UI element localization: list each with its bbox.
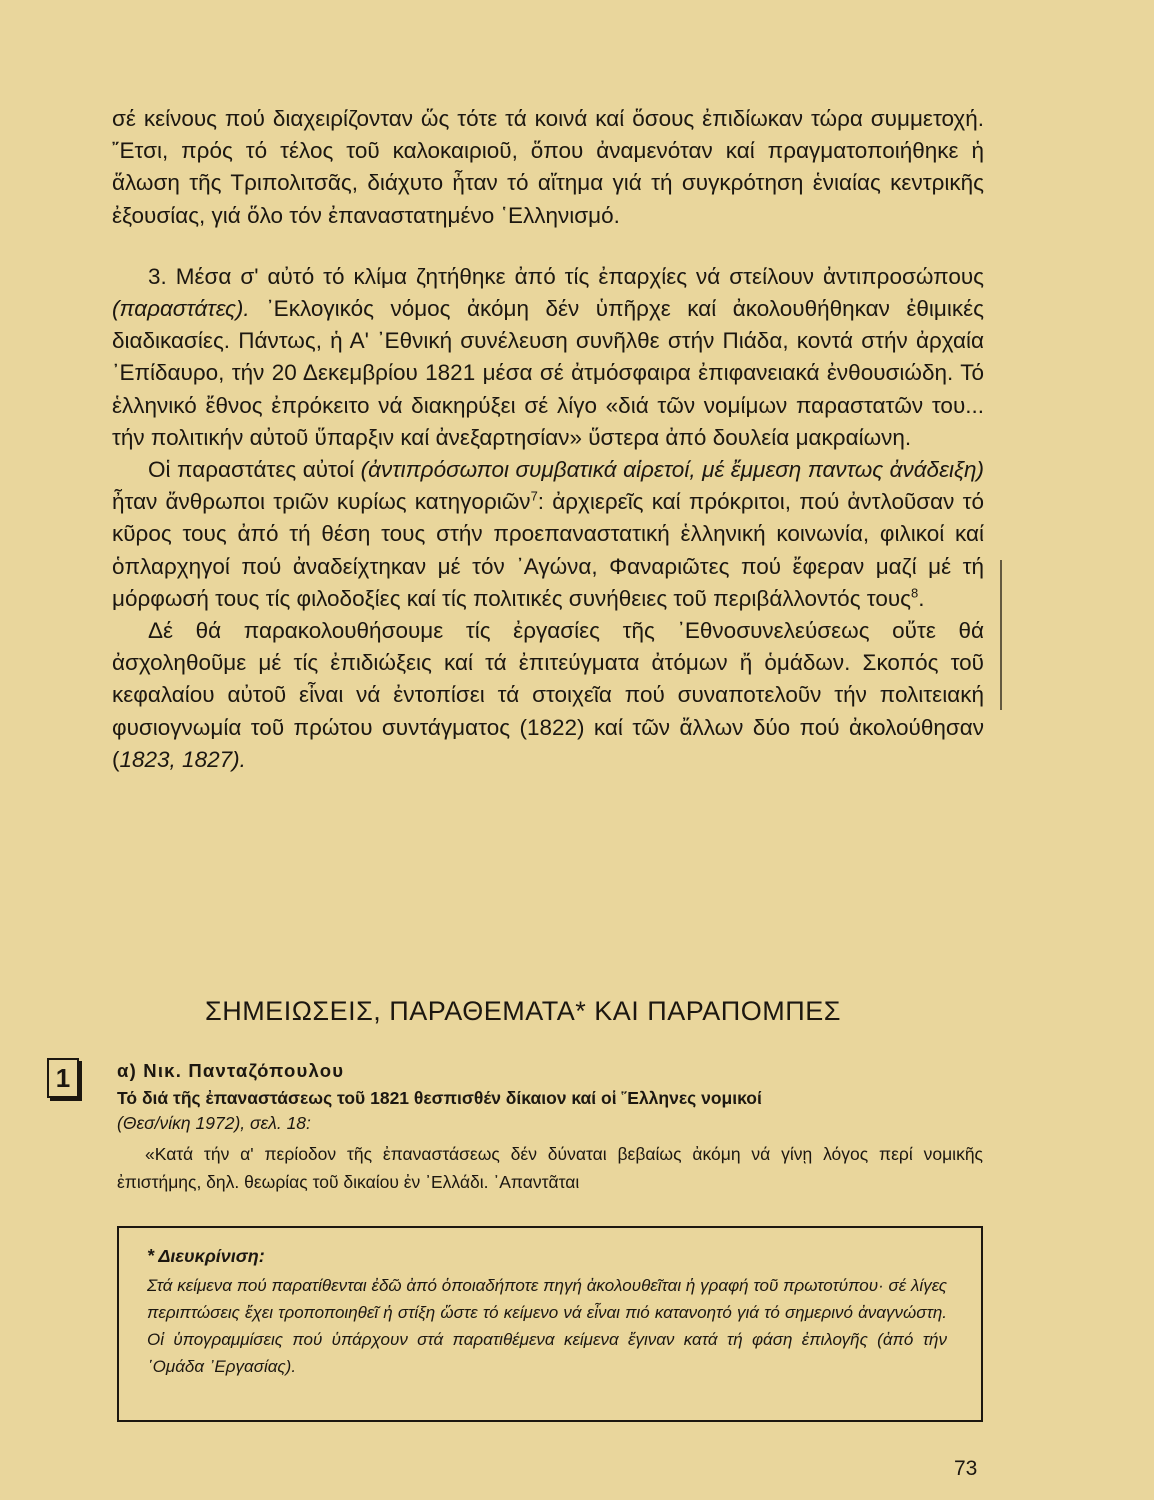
clarification-text: Στά κείμενα πού παρατίθενται ἐδῶ ἀπό ὁποιαδήποτε πηγή ἀκολουθεῖται ἡ γραφή τοῦ πρωτοτύπου· σέ λίγες περιπτώσεις ἔχει τροποποιηθεῖ ἡ στίξη ὥστε τό κείμενο νά εἶναι πιό κατανοητό γιά τό σημερινό ἀναγνώστη. Οἱ ὑπογραμμίσεις πού ὑπάρχουν στά παρατιθέμενα κείμενα ἔγιναν κατά τή φάση ἐπιλογῆς (ἀπό τήν ῾Ομάδα ᾿Εργασίας). [147, 1276, 947, 1376]
paragraph-3-end: . [918, 585, 925, 611]
paragraph-3-start: Οἱ παραστάτες αὐτοί [148, 457, 361, 483]
paragraph-2-rest: ᾿Εκλογικός νόμος ἀκόμη δέν ὑπῆρχε καί ἀκολουθήθηκαν ἐθιμικές διαδικασίες. Πάντως, ἡ Α' ᾿Εθνική συνέλευση συνῆλθε στήν Πιάδα, κοντά στήν ἀρχαία ᾿Επίδαυρο, τήν 20 Δεκεμβρίου 1821 μέσα σέ ἀτμόσφαιρα ἐπιφανειακά ἐνθουσιώδη. Τό ἑλληνικό ἔθνος ἐπρόκειτο νά διακηρύξει σέ λίγο «διά τῶν νομίμων παραστατῶν του... τήν πολιτικήν αὐτοῦ ὕπαρξιν καί ἀνεξαρτησίαν» ὕστερα ἀπό δουλεία μακραίωνη. [112, 296, 984, 450]
paragraph-2 [112, 261, 984, 454]
note-author: α) Νικ. Πανταζόπουλου [117, 1060, 345, 1081]
note-quote: «Κατά τήν α' περίοδον τῆς ἐπαναστάσεως δέν δύναται βεβαίως ἀκόμη νά γίνῃ λόγος περί νομικῆς ἐπιστήμης, δηλ. θεωρίας τοῦ δικαίου ἐν ᾿Ελλάδι. ᾿Απαντᾶται [117, 1144, 983, 1192]
paragraph-4-italic: 1823, 1827). [119, 746, 246, 772]
note-book-source: (Θεσ/νίκη 1972), σελ. 18: [117, 1113, 311, 1133]
main-text [112, 103, 984, 776]
clarification-box [117, 1226, 983, 1422]
paragraph-1: σέ κείνους πού διαχειρίζονταν ὥς τότε τά κοινά καί ὅσους ἐπιδίωκαν τώρα συμμετοχή. ῎Ετσι, πρός τό τέλος τοῦ καλοκαιριοῦ, ὅπου ἀναμενόταν καί πραγματοποιήθηκε ἡ ἅλωση τῆς Τριπολιτσᾶς, διάχυτο ἦταν τό αἴτημα γιά τή συγκρότηση ἑνιαίας κεντρικῆς ἐξουσίας, γιά ὅλο τόν ἐπαναστατημένο ῾Ελληνισμό. [112, 106, 984, 228]
note-book-title: Τό διά τῆς ἐπαναστάσεως τοῦ 1821 θεσπισθέν δίκαιον καί οἱ ῞Ελληνες νομικοί [117, 1088, 762, 1108]
footnote-ref-7: 7 [530, 488, 538, 504]
footnote-ref-8: 8 [911, 585, 919, 601]
paragraph-4-start: Δέ θά παρακολουθήσουμε τίς ἐργασίες τῆς ᾿Εθνοσυνελεύσεως οὔτε θά ἀσχοληθοῦμε μέ τίς ἐπιδιώξεις καί τά ἐπιτεύγματα ἀτόμων ἤ ὁμάδων. Σκοπός τοῦ κεφαλαίου αὐτοῦ εἶναι νά ἐντοπίσει τά στοιχεῖα πού συναποτελοῦν τήν πολιτειακή φυσιογνωμία τοῦ πρώτου συντάγματος (1822) καί τῶν ἄλλων δύο πού ἀκολούθησαν ( [112, 618, 984, 772]
section-heading: ΣΗΜΕΙΩΣΕΙΣ, ΠΑΡΑΘΕΜΑΤΑ* ΚΑΙ ΠΑΡΑΠΟΜΠΕΣ [205, 996, 841, 1026]
paragraph-3-mid: ἦταν ἄνθρωποι τριῶν κυρίως κατηγοριῶν [112, 489, 531, 515]
note-1 [117, 1060, 983, 1196]
paragraph-3-list: : ἀρχιερεῖς καί πρόκριτοι, πού ἀντλοῦσαν τό κῦρος τους ἀπό τή θέση τους στήν προεπαναστατική ἑλληνική κοινωνία, φιλικοί καί ὁπλαρχηγοί πού ἀναδείχτηκαν μέ τόν ᾿Αγώνα, Φαναριῶτες πού ἔφεραν μαζί μέ τή μόρφωσή τους τίς φιλοδοξίες καί τίς πολιτικές συνήθειες τοῦ περιβάλλοντός τους [112, 489, 984, 611]
paragraph-3 [112, 454, 984, 615]
paragraph-2-start: 3. Μέσα σ' αὐτό τό κλίμα ζητήθηκε ἀπό τίς ἐπαρχίες νά στείλουν ἀντιπροσώπους [148, 263, 984, 289]
note-number-box: 1 [47, 1058, 79, 1098]
margin-line [1000, 560, 1002, 710]
page-number: 73 [954, 1457, 978, 1480]
clarification-title: * Διευκρίνιση: [147, 1246, 265, 1266]
paragraph-2-italic: (παραστάτες). [112, 296, 250, 322]
paragraph-3-italic: (ἀντιπρόσωποι συμβατικά αἱρετοί, μέ ἔμμεση παντως ἀνάδειξη) [360, 457, 984, 483]
paragraph-4 [112, 615, 984, 776]
